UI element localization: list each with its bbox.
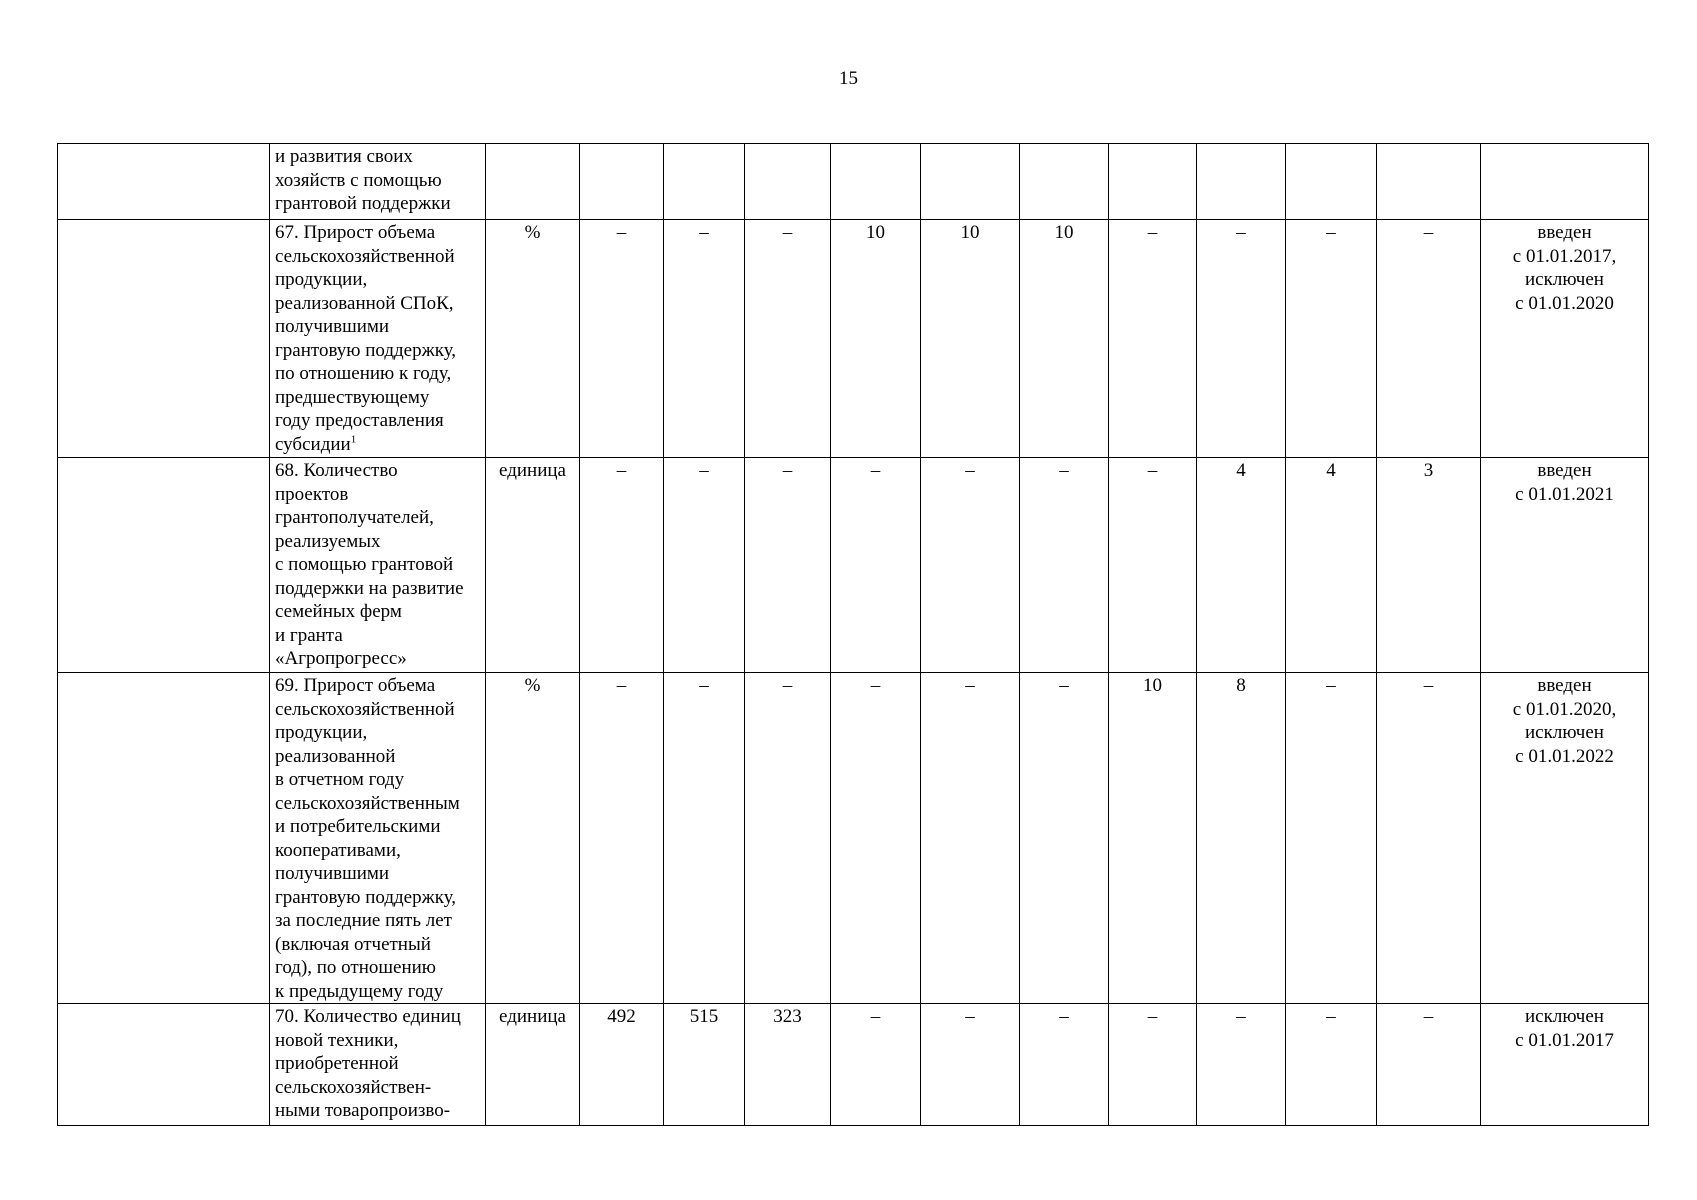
indicator-line: сельскохозяйственной bbox=[275, 245, 455, 267]
indicator-line: продукции, bbox=[275, 722, 368, 743]
value-cell: – bbox=[921, 458, 1020, 673]
note-cell bbox=[1481, 1004, 1649, 1126]
indicator-line: грантовую поддержку, bbox=[275, 886, 457, 908]
indicator-line: хозяйств с помощью bbox=[275, 169, 442, 191]
indicator-line: и потребительскими bbox=[275, 816, 441, 837]
indicator-line: (включая отчетный bbox=[275, 933, 431, 955]
indicator-line: 69. Прирост объема bbox=[275, 675, 436, 696]
indicator-line: поддержки на развитие bbox=[275, 577, 464, 599]
page-number: 15 bbox=[839, 68, 858, 89]
note-line: с 01.01.2022 bbox=[1515, 745, 1614, 767]
indicator-line: новой техники, bbox=[275, 1029, 399, 1051]
value-cell: – bbox=[831, 1004, 921, 1126]
value-cell: – bbox=[1020, 458, 1109, 673]
program-cell bbox=[58, 144, 270, 220]
indicator-cell bbox=[270, 144, 486, 220]
value-cell: – bbox=[1109, 458, 1197, 673]
indicator-line: к предыдущему году bbox=[275, 980, 444, 1002]
indicator-line: реализуемых bbox=[275, 530, 381, 552]
value-cell bbox=[1020, 144, 1109, 220]
indicator-line: продукции, bbox=[275, 269, 368, 290]
note-line: введен bbox=[1537, 460, 1592, 481]
unit-cell: единица bbox=[486, 458, 580, 673]
indicator-line: получившими bbox=[275, 863, 390, 884]
indicator-line: 70. Количество единиц bbox=[275, 1006, 461, 1027]
value-cell: – bbox=[1286, 673, 1377, 1004]
value-cell: 3 bbox=[1377, 458, 1481, 673]
indicator-line: сельскохозяйственным bbox=[275, 792, 460, 814]
value-cell: 10 bbox=[921, 220, 1020, 458]
value-cell: – bbox=[664, 220, 745, 458]
indicator-line: в отчетном году bbox=[275, 769, 405, 790]
value-cell: – bbox=[1286, 1004, 1377, 1126]
table-row bbox=[58, 144, 1649, 220]
note-line: исключен bbox=[1525, 269, 1604, 290]
table-row bbox=[58, 458, 1649, 673]
value-cell: – bbox=[1377, 1004, 1481, 1126]
indicator-cell bbox=[270, 1004, 486, 1126]
indicator-line: году предоставления bbox=[275, 410, 444, 431]
indicator-line: субсидии$^1$ bbox=[275, 433, 357, 455]
indicator-line: сельскохозяйствен- bbox=[275, 1076, 432, 1098]
indicator-line: проектов bbox=[275, 483, 349, 505]
value-cell bbox=[664, 144, 745, 220]
value-cell: – bbox=[580, 220, 664, 458]
indicator-line: ными товаропроизво- bbox=[275, 1100, 451, 1121]
note-line: исключен bbox=[1525, 722, 1604, 743]
note-line: введен bbox=[1537, 675, 1592, 696]
program-cell bbox=[58, 458, 270, 673]
value-cell: – bbox=[1109, 220, 1197, 458]
value-cell: – bbox=[921, 673, 1020, 1004]
value-cell bbox=[580, 144, 664, 220]
value-cell: – bbox=[1377, 673, 1481, 1004]
value-cell: 10 bbox=[1109, 673, 1197, 1004]
indicator-line: приобретенной bbox=[275, 1053, 399, 1074]
indicator-line: грантовую поддержку, bbox=[275, 339, 457, 361]
note-line: с 01.01.2017 bbox=[1515, 1029, 1614, 1051]
indicator-line: и развития своих bbox=[275, 146, 413, 167]
value-cell: – bbox=[745, 220, 831, 458]
value-cell: – bbox=[580, 458, 664, 673]
value-cell: – bbox=[1197, 220, 1286, 458]
value-cell bbox=[1109, 144, 1197, 220]
unit-cell: % bbox=[486, 220, 580, 458]
indicator-line: и гранта bbox=[275, 624, 343, 646]
footnote-marker: 1 bbox=[350, 433, 357, 446]
indicator-line: 68. Количество bbox=[275, 460, 398, 481]
table-row bbox=[58, 1004, 1649, 1126]
note-cell bbox=[1481, 220, 1649, 458]
indicator-cell bbox=[270, 220, 486, 458]
value-cell: – bbox=[1109, 1004, 1197, 1126]
indicator-line: кооперативами, bbox=[275, 839, 401, 861]
value-cell: 492 bbox=[580, 1004, 664, 1126]
value-cell: 4 bbox=[1286, 458, 1377, 673]
value-cell: 323 bbox=[745, 1004, 831, 1126]
indicator-line: предшествующему bbox=[275, 386, 430, 408]
value-cell bbox=[745, 144, 831, 220]
value-cell: – bbox=[831, 673, 921, 1004]
program-cell bbox=[58, 673, 270, 1004]
value-cell bbox=[1197, 144, 1286, 220]
indicator-cell bbox=[270, 673, 486, 1004]
indicators-table bbox=[57, 143, 1649, 1126]
table-row bbox=[58, 220, 1649, 458]
note-cell bbox=[1481, 673, 1649, 1004]
value-cell bbox=[831, 144, 921, 220]
note-line: с 01.01.2020 bbox=[1515, 292, 1614, 314]
value-cell: 10 bbox=[1020, 220, 1109, 458]
program-cell bbox=[58, 1004, 270, 1126]
indicator-line: за последние пять лет bbox=[275, 910, 452, 931]
value-cell: – bbox=[1020, 673, 1109, 1004]
value-cell: – bbox=[1020, 1004, 1109, 1126]
indicator-line: грантовой поддержки bbox=[275, 193, 451, 214]
value-cell: – bbox=[831, 458, 921, 673]
value-cell: 4 bbox=[1197, 458, 1286, 673]
program-cell bbox=[58, 220, 270, 458]
value-cell: – bbox=[921, 1004, 1020, 1126]
note-line: с 01.01.2020, bbox=[1512, 698, 1617, 720]
value-cell: 10 bbox=[831, 220, 921, 458]
indicator-line: получившими bbox=[275, 316, 390, 337]
note-cell bbox=[1481, 458, 1649, 673]
value-cell: – bbox=[664, 673, 745, 1004]
indicator-line: с помощью грантовой bbox=[275, 554, 454, 575]
indicator-cell bbox=[270, 458, 486, 673]
value-cell bbox=[921, 144, 1020, 220]
value-cell: 8 bbox=[1197, 673, 1286, 1004]
indicator-line: грантополучателей, bbox=[275, 507, 434, 528]
indicator-line: сельскохозяйственной bbox=[275, 698, 455, 720]
value-cell: – bbox=[1197, 1004, 1286, 1126]
note-cell bbox=[1481, 144, 1649, 220]
value-cell: 515 bbox=[664, 1004, 745, 1126]
value-cell: – bbox=[1286, 220, 1377, 458]
value-cell: – bbox=[745, 673, 831, 1004]
note-line: исключен bbox=[1525, 1006, 1604, 1027]
value-cell: – bbox=[745, 458, 831, 673]
table-row bbox=[58, 673, 1649, 1004]
value-cell: – bbox=[580, 673, 664, 1004]
value-cell bbox=[1377, 144, 1481, 220]
indicator-line: год), по отношению bbox=[275, 957, 436, 978]
value-cell: – bbox=[664, 458, 745, 673]
unit-cell: единица bbox=[486, 1004, 580, 1126]
indicator-line: по отношению к году, bbox=[275, 363, 452, 384]
indicator-line: реализованной СПоК, bbox=[275, 292, 454, 314]
unit-cell bbox=[486, 144, 580, 220]
indicator-line: реализованной bbox=[275, 745, 396, 767]
indicator-line: «Агропрогресс» bbox=[275, 648, 407, 669]
value-cell: – bbox=[1377, 220, 1481, 458]
note-line: с 01.01.2021 bbox=[1515, 483, 1614, 505]
value-cell bbox=[1286, 144, 1377, 220]
note-line: введен bbox=[1537, 222, 1592, 243]
indicator-line: 67. Прирост объема bbox=[275, 222, 436, 243]
note-line: с 01.01.2017, bbox=[1512, 245, 1617, 267]
unit-cell: % bbox=[486, 673, 580, 1004]
indicator-line: семейных ферм bbox=[275, 601, 402, 622]
